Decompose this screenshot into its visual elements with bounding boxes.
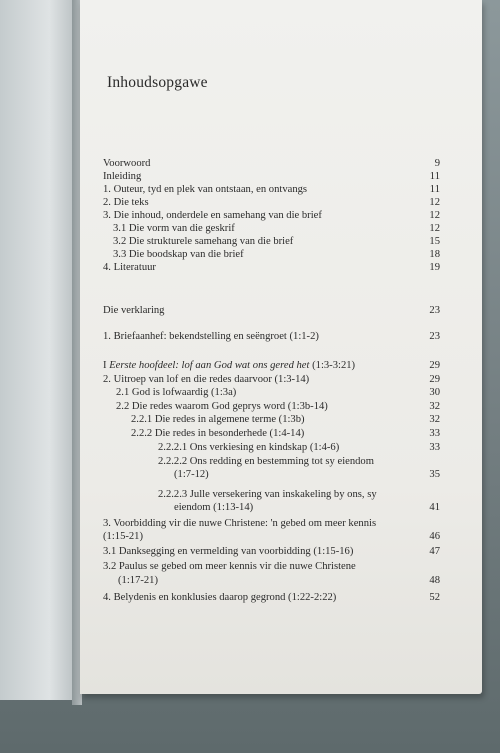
toc-page-number: 47 [429,546,440,557]
toc-label: 2.1 God is lofwaardig (1:3a) [116,387,237,398]
toc-page-number: 11 [429,184,440,195]
toc-label: 2.2 Die redes waarom God geprys word (1:3b-14) [116,401,328,412]
toc-label-suffix: (1:3-3:21) [309,360,356,371]
toc-page-number: 30 [429,387,440,398]
toc-page-number: 15 [429,236,440,247]
toc-line [0,209,440,223]
toc-page-number: 19 [429,262,440,273]
toc-page-number: 18 [429,249,440,260]
toc-label-prefix: I [103,360,110,371]
toc-line [0,441,440,455]
toc-page-number: 32 [429,414,440,425]
toc-label-italic: Eerste hoofdeel: lof aan God wat ons gered het [109,360,310,371]
toc-label: (1:17-21) [118,575,159,586]
toc-label: (1:15-21) [103,531,144,542]
toc-label: 3.1 Die vorm van die geskrif [113,223,235,234]
toc-line [0,501,440,515]
toc-line [0,183,440,197]
toc-line [0,261,440,275]
toc-page-number: 12 [429,197,440,208]
toc-label: 3. Die inhoud, onderdele en samehang van die brief [103,210,322,221]
book-page [80,0,482,694]
toc-line [0,560,440,574]
toc-label: 2.2.2.1 Ons verkiesing en kindskap (1:4-6) [158,442,340,453]
toc-page-number: 33 [429,428,440,439]
toc-label: 2. Uitroep van lof en die redes daarvoor (1:3-14) [103,374,310,385]
toc-line [0,359,440,373]
toc-label: 3.3 Die boodskap van die brief [113,249,244,260]
toc-label: 2. Die teks [103,197,149,208]
toc-label: 4. Belydenis en konklusies daarop gegrond (1:22-2:22) [103,592,337,603]
toc-page-number: 23 [429,305,440,316]
toc-line [0,530,440,544]
toc-page-number: 41 [429,502,440,513]
toc-line [0,455,440,469]
toc-line [0,591,440,605]
toc-line [0,488,440,502]
toc-label: 4. Literatuur [103,262,156,273]
toc-line [0,235,440,249]
toc-page-number: 29 [429,360,440,371]
toc-label [103,359,355,373]
toc-page-number: 35 [429,469,440,480]
toc-page-number: 29 [429,374,440,385]
toc-line [0,157,440,171]
toc-label: Voorwoord [103,158,151,169]
toc-page-number: 46 [429,531,440,542]
toc-line [0,427,440,441]
toc-label: 2.2.2.3 Julle versekering van inskakeling by ons, sy [158,489,377,500]
toc-line [0,400,440,414]
toc-line [0,574,440,588]
toc-line [0,468,440,482]
toc-label: eiendom (1:13-14) [174,502,254,513]
toc-line [0,330,440,344]
toc-line [0,413,440,427]
toc-page-number: 33 [429,442,440,453]
toc-page-number: 32 [429,401,440,412]
toc-label: 3.2 Paulus se gebed om meer kennis vir die nuwe Christene [103,561,356,572]
toc-page-number: 52 [429,592,440,603]
toc-line [0,222,440,236]
toc-line [0,170,440,184]
toc-line [0,386,440,400]
toc-page-number: 11 [429,171,440,182]
toc-label: 3.2 Die strukturele samehang van die brief [113,236,294,247]
toc-label: 1. Outeur, tyd en plek van ontstaan, en ontvangs [103,184,308,195]
toc-line [0,373,440,387]
toc-label: Inleiding [103,171,142,182]
toc-line [0,545,440,559]
toc-label: 3.1 Danksegging en vermelding van voorbidding (1:15-16) [103,546,354,557]
toc-label: 2.2.2.2 Ons redding en bestemming tot sy eiendom [158,456,374,467]
toc-label: (1:7-12) [174,469,209,480]
toc-label: 2.2.2 Die redes in besonderhede (1:4-14) [131,428,305,439]
toc-label: 2.2.1 Die redes in algemene terme (1:3b) [131,414,305,425]
toc-line [0,517,440,531]
toc-label: 1. Briefaanhef: bekendstelling en seëngroet (1:1-2) [103,331,319,342]
toc-page-number: 9 [434,158,440,169]
toc-page-number: 23 [429,331,440,342]
toc-page-number: 12 [429,210,440,221]
toc-page-number: 12 [429,223,440,234]
toc-line [0,304,440,318]
toc-label: Die verklaring [103,305,165,316]
toc-line [0,248,440,262]
page-title: Inhoudsopgawe [107,74,208,91]
toc-line [0,196,440,210]
toc-label: 3. Voorbidding vir die nuwe Christene: 'n gebed om meer kennis [103,518,377,529]
toc-page-number: 48 [429,575,440,586]
